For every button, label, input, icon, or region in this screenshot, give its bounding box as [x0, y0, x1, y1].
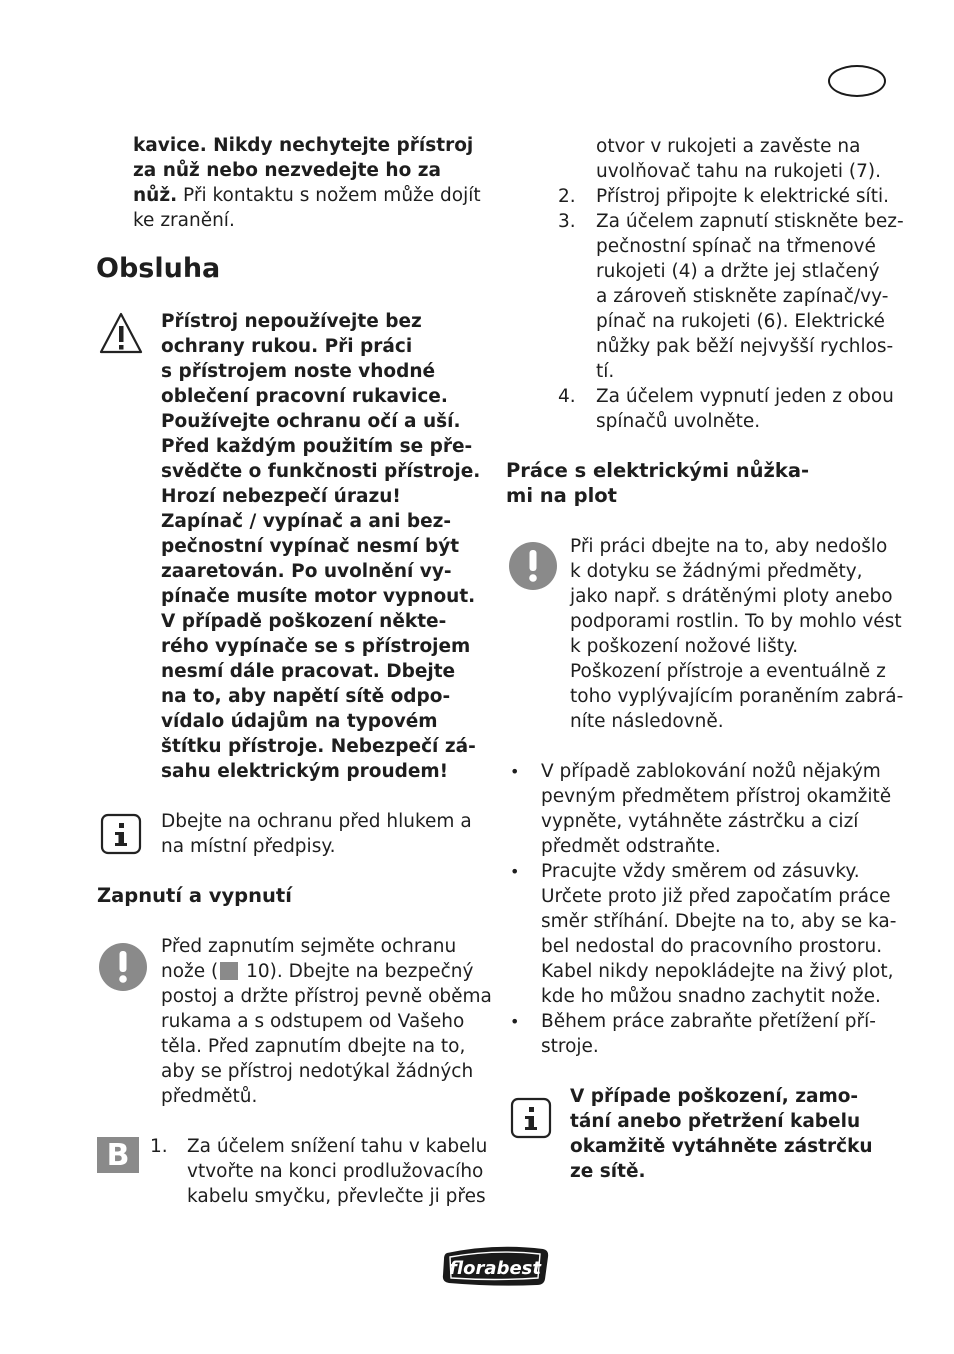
text-line: okamžitě vytáhněte zástrčku: [570, 1136, 873, 1157]
figure-ref-icon: [220, 962, 238, 980]
subsection-title: Zapnutí a vypnutí: [97, 884, 292, 907]
bullet-marker: •: [510, 862, 520, 881]
text-line: toho vyplývajícím poraněním zabrá-: [570, 686, 904, 707]
text-line: bel nedostal do pracovního prostoru.: [541, 936, 883, 957]
text-line: Přístroj nepoužívejte bez: [161, 311, 422, 332]
text-line: Používejte ochranu očí a uší.: [161, 411, 461, 432]
intro-text: Při kontaktu s nožem může dojít: [177, 185, 481, 206]
text-line: uvolňovač tahu na rukojeti (7).: [596, 161, 881, 182]
text-line: štítku přístroje. Nebezpečí zá-: [161, 736, 476, 757]
florabest-logo: [439, 1243, 551, 1289]
step-number: 2.: [558, 186, 576, 207]
text-line: pínače musíte motor vypnout.: [161, 586, 476, 607]
text-line: Pracujte vždy směrem od zásuvky.: [541, 861, 860, 882]
text-line: Hrozí nebezpečí úrazu!: [161, 486, 401, 507]
text-line: ochrany rukou. Při práci: [161, 336, 413, 357]
text-line: Za účelem zapnutí stiskněte bez-: [596, 211, 904, 232]
bullet-marker: •: [510, 762, 520, 781]
text-line: k poškození nožové lišty.: [570, 636, 799, 657]
text-line: jako např. s drátěnými ploty anebo: [570, 586, 893, 607]
text-line: Před každým použitím se pře-: [161, 436, 473, 457]
text-line: těla. Před zapnutím dbejte na to,: [161, 1036, 466, 1057]
step-number: 1.: [150, 1136, 168, 1157]
caution-text: nože (: [161, 961, 219, 982]
info-line: Dbejte na ochranu před hlukem a: [161, 811, 472, 832]
intro-line: ke zranění.: [133, 210, 235, 231]
bullet-marker: •: [510, 1012, 520, 1031]
info-line: na místní předpisy.: [161, 836, 336, 857]
caution-icon: [98, 942, 148, 992]
text-line: Za účelem vypnutí jeden z obou: [596, 386, 894, 407]
text-line: kde ho můžou snadno zachytit nože.: [541, 986, 881, 1007]
language-badge: [828, 65, 886, 97]
text-line: kabelu smyčku, převlečte ji přes: [187, 1186, 486, 1207]
text-line: spínačů uvolněte.: [596, 411, 761, 432]
text-line: Přístroj připojte k elektrické síti.: [596, 186, 889, 207]
text-line: postoj a držte přístroj pevně oběma: [161, 986, 492, 1007]
text-line: otvor v rukojeti a zavěste na: [596, 136, 861, 157]
text-line: stroje.: [541, 1036, 599, 1057]
text-line: nesmí dále pracovat. Dbejte: [161, 661, 456, 682]
section-title-obsluha: Obsluha: [96, 253, 221, 284]
caution-icon: [508, 541, 558, 591]
text-line: níte následovně.: [570, 711, 724, 732]
text-line: předmět odstraňte.: [541, 836, 721, 857]
text-line: a zároveň stiskněte zapínač/vy-: [596, 286, 889, 307]
text-line: oblečení pracovní rukavice.: [161, 386, 448, 407]
intro-line: za nůž nebo nezvedejte ho za: [133, 160, 441, 181]
info-icon: [100, 813, 142, 855]
text-line: V případě poškození někte-: [161, 611, 447, 632]
text-line: Během práce zabraňte přetížení pří-: [541, 1011, 876, 1032]
figure-badge: B: [97, 1137, 139, 1173]
text-line: pečnostní spínač na třmenové: [596, 236, 876, 257]
text-line: rého vypínače se s přístrojem: [161, 636, 471, 657]
section-title-line: mi na plot: [506, 484, 617, 507]
intro-line: kavice. Nikdy nechytejte přístroj: [133, 135, 474, 156]
text-line: Kabel nikdy nepokládejte na živý plot,: [541, 961, 894, 982]
text-line: rukama a s odstupem od Vašeho: [161, 1011, 465, 1032]
text-line: zaaretován. Po uvolnění vy-: [161, 561, 452, 582]
warning-triangle-icon: [98, 310, 144, 356]
text-line: k dotyku se žádnými předměty,: [570, 561, 863, 582]
section-title-line: Práce s elektrickými nůžka-: [506, 459, 810, 482]
text-line: rukojeti (4) a držte jej stlačený: [596, 261, 880, 282]
text-line: aby se přístroj nedotýkal žádných: [161, 1061, 474, 1082]
text-line: vtvořte na konci prodlužovacího: [187, 1161, 484, 1182]
text-line: podporami rostlin. To by mohlo vést: [570, 611, 902, 632]
text-line: sahu elektrickým proudem!: [161, 761, 449, 782]
text-line: tání anebo přetržení kabelu: [570, 1111, 861, 1132]
text-line: Určete proto již před započatím práce: [541, 886, 891, 907]
text-line: na to, aby napětí sítě odpo-: [161, 686, 451, 707]
text-line: Zapínač / vypínač a ani bez-: [161, 511, 452, 532]
text-line: pínač na rukojeti (6). Elektrické: [596, 311, 885, 332]
text-line: předmětů.: [161, 1086, 258, 1107]
text-line: tí.: [596, 361, 615, 382]
text-line: Za účelem snížení tahu v kabelu: [187, 1136, 488, 1157]
caution-line: [161, 959, 473, 984]
text-line: vídalo údajům na typovém: [161, 711, 438, 732]
text-line: V případe poškození, zamo-: [570, 1086, 859, 1107]
text-line: vypněte, vytáhněte zástrčku a cizí: [541, 811, 859, 832]
text-line: Poškození přístroje a eventuálně z: [570, 661, 886, 682]
text-line: svědčte o funkčnosti přístroje.: [161, 461, 481, 482]
text-line: pevným předmětem přístroj okamžitě: [541, 786, 892, 807]
caution-line: Před zapnutím sejměte ochranu: [161, 936, 457, 957]
text-line: pečnostní vypínač nesmí být: [161, 536, 460, 557]
logo-text: florabest: [449, 1258, 541, 1279]
intro-bold: nůž.: [133, 185, 178, 206]
intro-line: [133, 183, 481, 208]
text-line: ze sítě.: [570, 1161, 646, 1182]
text-line: V případě zablokování nožů nějakým: [541, 761, 881, 782]
text-line: s přístrojem noste vhodné: [161, 361, 436, 382]
text-line: Při práci dbejte na to, aby nedošlo: [570, 536, 888, 557]
text-line: nůžky pak běží nejvyšší rychlos-: [596, 336, 894, 357]
info-icon: [510, 1097, 552, 1139]
step-number: 3.: [558, 211, 576, 232]
step-number: 4.: [558, 386, 576, 407]
caution-text: 10). Dbejte na bezpečný: [240, 961, 474, 982]
text-line: směr stříhání. Dbejte na to, aby se ka-: [541, 911, 897, 932]
